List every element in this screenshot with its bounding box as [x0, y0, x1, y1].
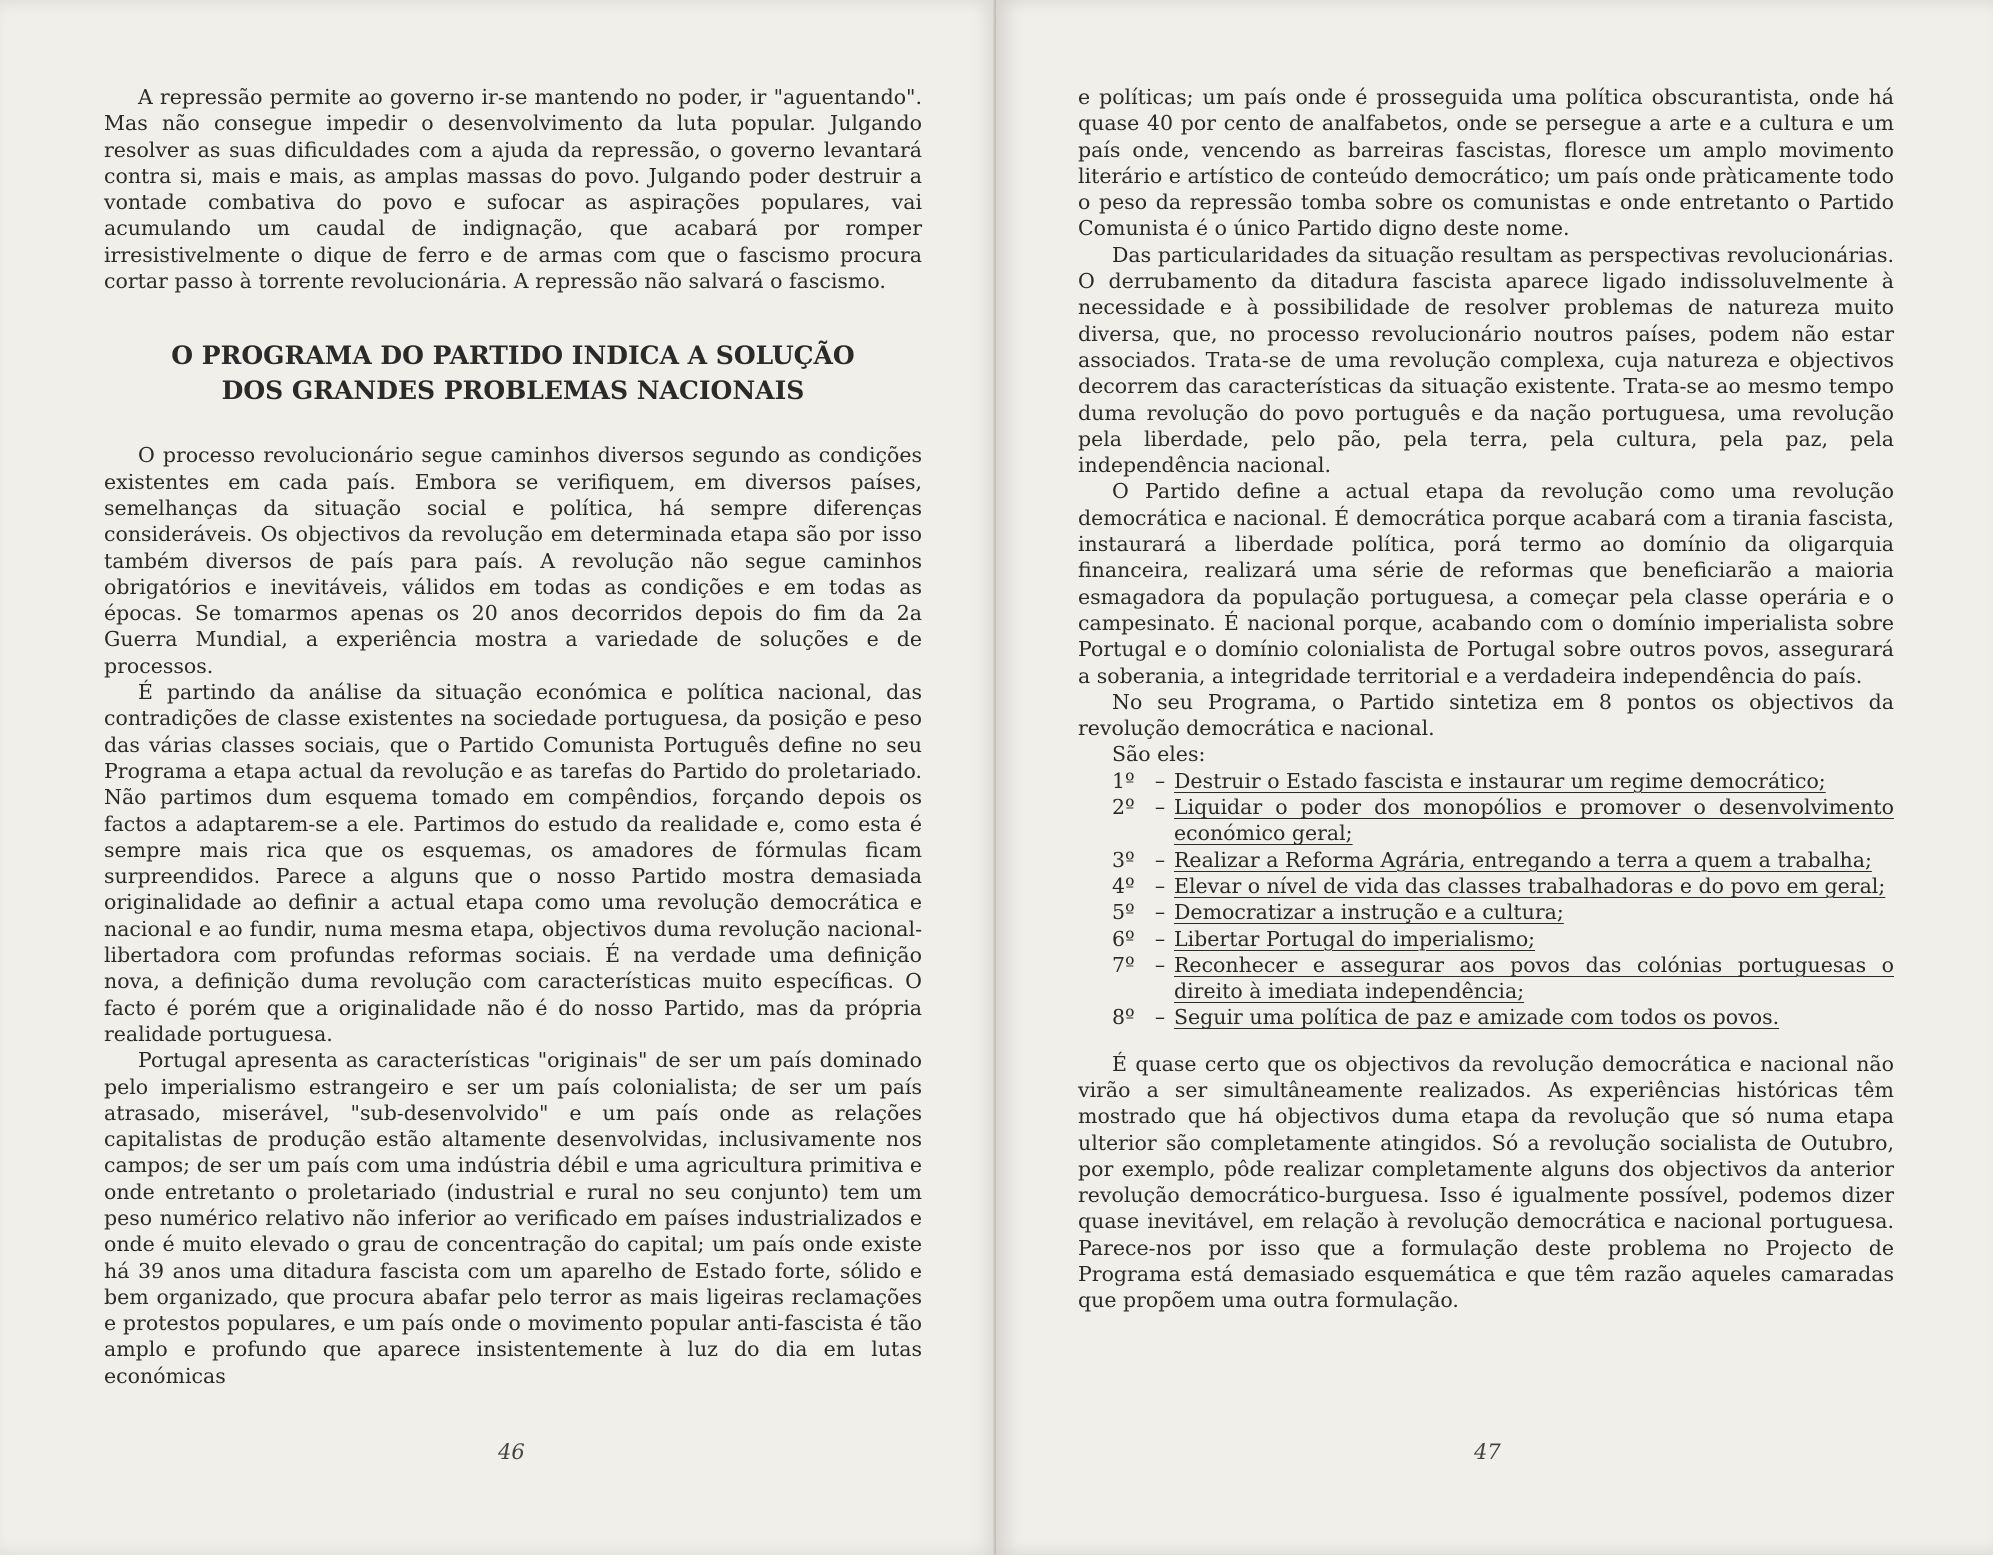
- paragraph-analise: É partindo da análise da situação económica e política nacional, das contradições de classe existentes na sociedade portuguesa, da posição e peso das várias classes sociais, que o Partido Comunista Português define no seu Programa a etapa actual da revolução e as tarefas do Partido do proletariado. Não partimos dum esquema tomado em compêndios, forçando depois os factos a adaptarem-se a ele. Partimos do estudo da realidade e, como esta é sempre mais rica que os esquemas, os amadores de fórmulas ficam surpreendidos. Parece a alguns que o nosso Partido mostra demasiada originalidade ao definir a actual etapa como uma revolução democrática e nacional e ao fundir, numa mesma etapa, objectivos duma revolução nacional-libertadora com profundas reformas sociais. É na verdade uma definição nova, a definição duma revolução com características muito específicas. O facto é porém que a originalidade não é do nosso Partido, mas da própria realidade portuguesa.: [104, 680, 922, 1046]
- list-item-dash: –: [1154, 900, 1166, 925]
- section-heading-line-2: DOS GRANDES PROBLEMAS NACIONAIS: [221, 376, 805, 406]
- list-item-dash: –: [1154, 1005, 1166, 1030]
- list-item-dash: –: [1154, 873, 1166, 898]
- page-number-right: 47: [1474, 1440, 1501, 1464]
- list-item-text: Liquidar o poder dos monopólios e promover o desenvolvimento económico geral;: [1174, 795, 1894, 846]
- list-item-dash: –: [1154, 847, 1166, 872]
- list-item-number: 8º: [1112, 1005, 1135, 1030]
- paragraph-processo: O processo revolucionário segue caminhos diversos segundo as condições existentes em cada país. Embora se verifiquem, em diversos países, semelhanças da situação social e política, há sempre diferenças consideráveis. Os objectivos da revolução em determinada etapa são por isso também diversos de país para país. A revolução não segue caminhos obrigatórios e inevitáveis, válidos em todas as condições e em todas as épocas. Se tomarmos apenas os 20 anos decorridos depois do fim da 2a Guerra Mundial, a experiência mostra a variedade de soluções e de processos.: [104, 443, 922, 678]
- list-item-number: 5º: [1112, 900, 1135, 925]
- list-item-dash: –: [1154, 952, 1166, 977]
- list-item: [1078, 899, 1894, 925]
- list-item-number: 3º: [1112, 847, 1135, 872]
- paragraph-etapa: O Partido define a actual etapa da revolução como uma revolução democrática e nacional. É democrática porque acabará com a tirania fascista, instaurará a liberdade política, porá termo ao domínio da oligarquia financeira, realizará uma série de reformas que beneficiarão a maioria esmagadora da população portuguesa, a começar pela classe operária e o campesinato. É nacional porque, acabando com o domínio imperialista sobre Portugal e o domínio colonialista de Portugal sobre outros povos, assegurará a soberania, a integridade territorial e a verdadeira independência do país.: [1078, 479, 1894, 688]
- page-number-left: 46: [498, 1440, 525, 1464]
- list-item: [1078, 1004, 1894, 1030]
- list-intro: São eles:: [1112, 742, 1206, 767]
- list-item: [1078, 952, 1894, 1005]
- section-heading-line-1: O PROGRAMA DO PARTIDO INDICA A SOLUÇÃO: [171, 341, 855, 371]
- paragraph-portugal: Portugal apresenta as características "originais" de ser um país dominado pelo imperialismo estrangeiro e ser um país colonialista; de ser um país atrasado, miserável, "sub-desenvolvido" e um país onde as relações capitalistas de produção estão altamente desenvolvidas, inclusivamente nos campos; de ser um país com uma indústria débil e uma agricultura primitiva e onde entretanto o proletariado (industrial e rural no seu conjunto) tem um peso numérico relativo não inferior ao verificado em países industrializados e onde é muito elevado o grau de concentração do capital; um país onde existe há 39 anos uma ditadura fascista com um aparelho de Estado forte, sólido e bem organizado, que procura abafar pelo terror as mais ligeiras reclamações e protestos populares, e um país onde o movimento popular anti-fascista é tão amplo e profundo que aparece insistentemente à luz do dia em lutas económicas: [104, 1048, 922, 1388]
- paragraph-closing: É quase certo que os objectivos da revolução democrática e nacional não virão a ser simultâneamente realizados. As experiências históricas têm mostrado que há objectivos duma etapa da revolução que só numa etapa ulterior são completamente atingidos. Só a revolução socialista de Outubro, por exemplo, pôde realizar completamente alguns dos objectivos da anterior revolução democrático-burguesa. Isso é igualmente possível, podemos dizer quase inevitável, em relação à revolução democrática e nacional portuguesa. Parece-nos por isso que a formulação deste problema no Projecto de Programa está demasiado esquemática e que têm razão aqueles camaradas que propõem uma outra formulação.: [1078, 1051, 1894, 1313]
- paragraph-politicas: e políticas; um país onde é prosseguida uma política obscurantista, onde há quase 40 por cento de analfabetos, onde se persegue a arte e a cultura e um país onde, vencendo as barreiras fascistas, floresce um amplo movimento literário e artístico de conteúdo democrático; um país onde pràticamente todo o peso da repressão tomba sobre os comunistas e onde entretanto o Partido Comunista é o único Partido digno deste nome.: [1078, 85, 1894, 241]
- list-item: [1078, 768, 1894, 794]
- list-item-number: 7º: [1112, 952, 1135, 977]
- list-item-text: Realizar a Reforma Agrária, entregando a terra a quem a trabalha;: [1174, 847, 1872, 872]
- list-item: [1078, 847, 1894, 873]
- paragraph-particularidades: Das particularidades da situação resultam as perspectivas revolucionárias. O derrubamento da ditadura fascista aparece ligado indissoluvelmente à necessidade e à possibilidade de resolver problemas de natureza muito diversa, que, no processo revolucionário noutros países, podem não estar associados. Trata-se de uma revolução complexa, cuja natureza e objectivos decorrem das características da situação existente. Trata-se ao mesmo tempo duma revolução do povo português e da nação portuguesa, uma revolução pela liberdade, pelo pão, pela terra, pela cultura, pela paz, pela independência nacional.: [1078, 242, 1894, 478]
- list-item: [1078, 926, 1894, 952]
- list-item-number: 6º: [1112, 926, 1135, 951]
- objectives-list: [1078, 768, 1894, 1031]
- list-item-text: Libertar Portugal do imperialismo;: [1174, 926, 1536, 951]
- list-item-text: Seguir uma política de paz e amizade com todos os povos.: [1174, 1005, 1780, 1030]
- list-item-dash: –: [1154, 795, 1166, 820]
- list-item-dash: –: [1154, 768, 1166, 793]
- list-item-text: Democratizar a instrução e a cultura;: [1174, 900, 1564, 925]
- list-item-number: 4º: [1112, 873, 1135, 898]
- paragraph-programa: No seu Programa, o Partido sintetiza em 8 pontos os objectivos da revolução democrática e nacional.: [1078, 689, 1894, 741]
- list-item-dash: –: [1154, 926, 1166, 951]
- left-page: [0, 0, 996, 1555]
- section-heading: [104, 338, 922, 408]
- list-item-text: Elevar o nível de vida das classes trabalhadoras e do povo em geral;: [1174, 873, 1886, 898]
- list-item-number: 1º: [1112, 768, 1135, 793]
- list-item-number: 2º: [1112, 795, 1135, 820]
- list-item-text: Destruir o Estado fascista e instaurar um regime democrático;: [1174, 768, 1826, 793]
- right-page: [996, 0, 1993, 1555]
- paragraph-repressao: A repressão permite ao governo ir-se mantendo no poder, ir "aguentando". Mas não consegue impedir o desenvolvimento da luta popular. Julgando resolver as suas dificuldades com a ajuda da repressão, o governo levantará contra si, mais e mais, as amplas massas do povo. Julgando poder destruir a vontade combativa do povo e sufocar as aspirações populares, vai acumulando um caudal de indignação, que acabará por romper irresistivelmente o dique de ferro e de armas com que o fascismo procura cortar passo à torrente revolucionária. A repressão não salvará o fascismo.: [104, 85, 922, 294]
- list-item-text: Reconhecer e assegurar aos povos das colónias portuguesas o direito à imediata independência;: [1174, 952, 1894, 1004]
- list-item: [1078, 873, 1894, 899]
- list-item: [1078, 794, 1894, 847]
- left-text-column: [104, 84, 922, 1389]
- right-text-column: [1078, 84, 1894, 1314]
